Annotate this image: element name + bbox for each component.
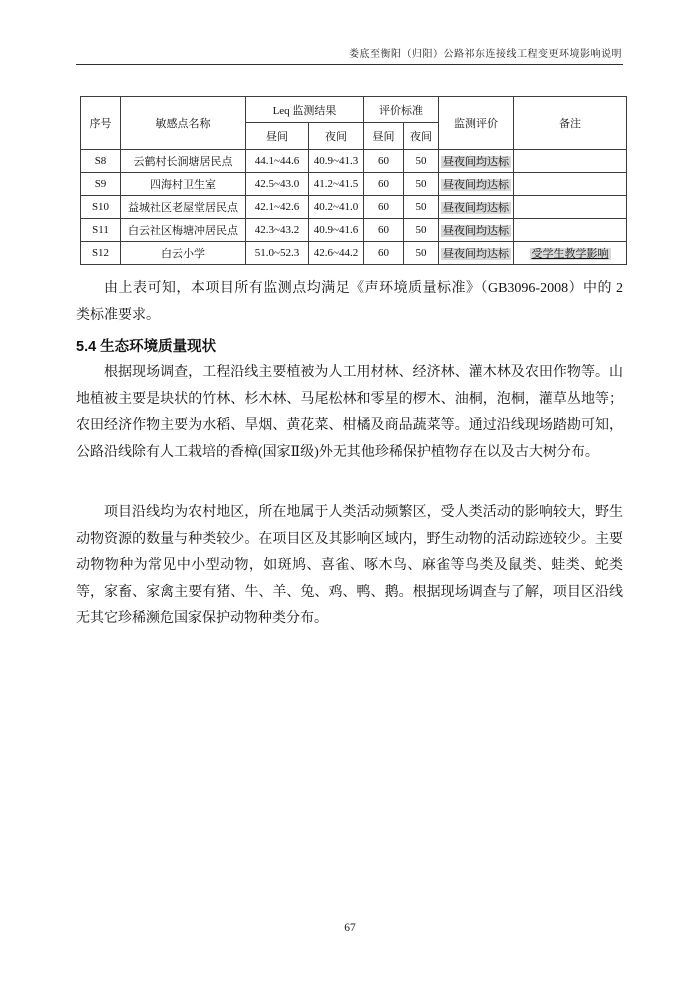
cell-seq: S12	[81, 242, 121, 265]
eval-text: 昼夜间均达标	[443, 225, 510, 237]
col-header-leq: Leq 监测结果	[246, 97, 364, 123]
col-header-std-night: 夜间	[404, 123, 439, 150]
cell-eval	[439, 219, 514, 242]
col-header-leq-night: 夜间	[309, 123, 364, 150]
cell-eval	[439, 196, 514, 219]
cell-leq-day: 42.1~42.6	[246, 196, 309, 219]
table-row	[81, 173, 627, 196]
cell-std-night: 50	[404, 196, 439, 219]
eval-text: 昼夜间均达标	[443, 248, 510, 260]
cell-leq-day: 42.5~43.0	[246, 173, 309, 196]
cell-std-day: 60	[364, 242, 404, 265]
cell-std-day: 60	[364, 150, 404, 173]
col-header-seq: 序号	[81, 97, 121, 150]
table-head	[81, 97, 627, 150]
table-row	[81, 219, 627, 242]
paragraph-vegetation: 根据现场调查，工程沿线主要植被为人工用材林、经济林、灌木林及农田作物等。山地植被主要是块状的竹林、杉木林、马尾松林和零星的椤木、油桐，泡桐，灌草丛地等；农田经济作物主要为水稻、旱烟、黄花菜、柑橘及商品蔬菜等。通过沿线现场踏勘可知，公路沿线除有人工栽培的香樟(国家Ⅱ级)外无其他珍稀保护植物存在以及古大树分布。	[76, 365, 623, 460]
cell-leq-day: 44.1~44.6	[246, 150, 309, 173]
header-row-1	[81, 97, 627, 123]
cell-note	[514, 242, 627, 265]
cell-std-night: 50	[404, 173, 439, 196]
page-number: 67	[344, 922, 356, 934]
cell-seq: S11	[81, 219, 121, 242]
header-rule	[76, 64, 623, 65]
table-row	[81, 196, 627, 219]
cell-leq-night: 41.2~41.5	[309, 173, 364, 196]
cell-std-night: 50	[404, 150, 439, 173]
cell-name: 白云小学	[121, 242, 246, 265]
cell-name: 益城社区老屋堂居民点	[121, 196, 246, 219]
table-body	[81, 150, 627, 265]
cell-name: 白云社区梅塘冲居民点	[121, 219, 246, 242]
cell-std-night: 50	[404, 219, 439, 242]
cell-eval	[439, 242, 514, 265]
noise-monitoring-table	[80, 96, 627, 265]
col-header-leq-day: 昼间	[246, 123, 309, 150]
cell-leq-night: 40.2~41.0	[309, 196, 364, 219]
note-text: 受学生教学影响	[531, 248, 609, 260]
col-header-eval: 监测评价	[439, 97, 514, 150]
cell-eval	[439, 150, 514, 173]
cell-name: 云鹤村长涧塘居民点	[121, 150, 246, 173]
cell-leq-night: 42.6~44.2	[309, 242, 364, 265]
document-header	[76, 45, 622, 60]
cell-seq: S10	[81, 196, 121, 219]
cell-std-day: 60	[364, 219, 404, 242]
col-header-name: 敏感点名称	[121, 97, 246, 150]
cell-name: 四海村卫生室	[121, 173, 246, 196]
cell-note	[514, 173, 627, 196]
cell-seq: S8	[81, 150, 121, 173]
col-header-std-day: 昼间	[364, 123, 404, 150]
cell-eval	[439, 173, 514, 196]
col-header-standard: 评价标准	[364, 97, 439, 123]
paragraph-wildlife: 项目沿线均为农村地区，所在地属于人类活动频繁区，受人类活动的影响较大，野生动物资源的数量与种类较少。在项目区及其影响区域内，野生动物的活动踪迹较少。主要动物物种为常见中小型动物，如斑鸠、喜雀、啄木鸟、麻雀等鸟类及鼠类、蛙类、蛇类等，家畜、家禽主要有猪、牛、羊、兔、鸡、鸭、鹅。根据现场调查与了解，项目区沿线无其它珍稀濒危国家保护动物种类分布。	[76, 505, 623, 627]
cell-std-day: 60	[364, 196, 404, 219]
cell-std-night: 50	[404, 242, 439, 265]
cell-seq: S9	[81, 173, 121, 196]
table-row	[81, 150, 627, 173]
cell-note	[514, 150, 627, 173]
eval-text: 昼夜间均达标	[443, 202, 510, 214]
cell-leq-night: 40.9~41.6	[309, 219, 364, 242]
cell-leq-day: 42.3~43.2	[246, 219, 309, 242]
cell-leq-day: 51.0~52.3	[246, 242, 309, 265]
table-row	[81, 242, 627, 265]
eval-text: 昼夜间均达标	[443, 179, 510, 191]
paragraph-noise-conclusion: 由上表可知，本项目所有监测点均满足《声环境质量标准》（GB3096-2008）中的 2 类标准要求。	[76, 281, 623, 323]
cell-note	[514, 196, 627, 219]
section-heading-5-4: 5.4 生态环境质量现状	[76, 339, 217, 355]
col-header-note: 备注	[514, 97, 627, 150]
cell-note	[514, 219, 627, 242]
cell-std-day: 60	[364, 173, 404, 196]
eval-text: 昼夜间均达标	[443, 156, 510, 168]
header-title: 娄底至衡阳（归阳）公路祁东连接线工程变更环境影响说明	[349, 49, 622, 60]
cell-leq-night: 40.9~41.3	[309, 150, 364, 173]
